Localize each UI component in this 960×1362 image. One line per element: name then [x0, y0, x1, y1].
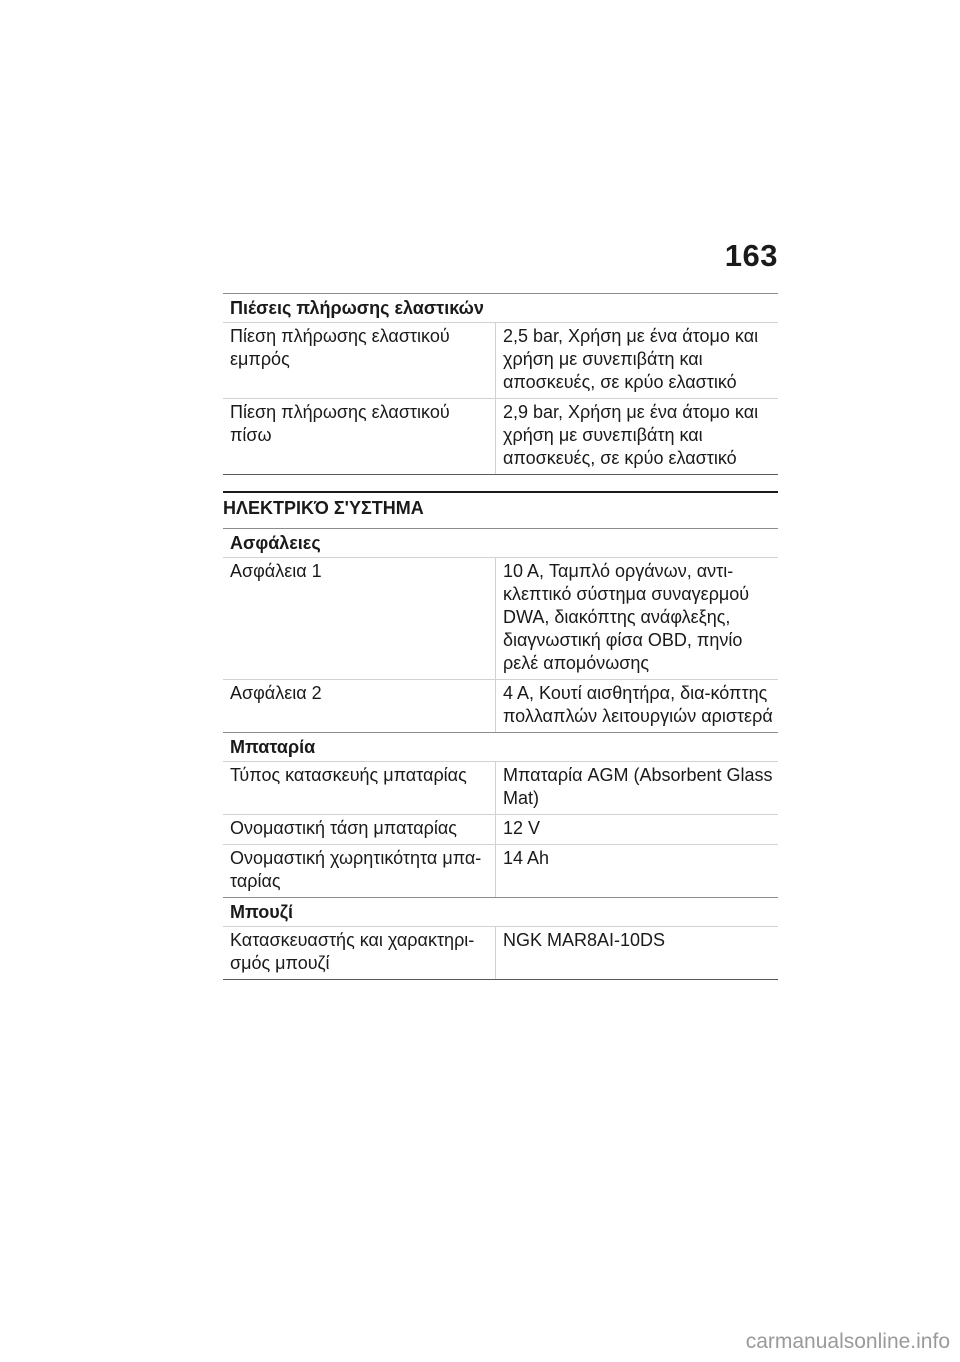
- spec-label: Τύπος κατασκευής μπαταρίας: [230, 765, 467, 785]
- spec-value: 12 V: [495, 815, 778, 844]
- spec-label: Ονομαστική τάση μπαταρίας: [230, 818, 457, 838]
- table-row: [223, 398, 778, 474]
- spec-value: Μπαταρία AGM (Absorbent Glass Mat): [495, 762, 778, 814]
- table-row: [223, 844, 778, 897]
- table-end-rule: [223, 979, 778, 980]
- tire-pressure-table: [223, 293, 778, 475]
- electrical-table: [223, 528, 778, 980]
- table-row: [223, 926, 778, 979]
- spec-label: Πίεση πλήρωσης ελαστικού πίσω: [230, 402, 450, 445]
- page-number: 163: [724, 238, 778, 273]
- spec-label: Ασφάλεια 2: [230, 683, 322, 703]
- table-row: [223, 814, 778, 844]
- watermark-link[interactable]: carmanualsonline.info: [745, 1330, 950, 1353]
- spec-label: Ασφάλεια 1: [230, 561, 322, 581]
- spec-value: 2,9 bar, Χρήση με ένα άτομο και χρήση με συνεπιβάτη και αποσκευές, σε κρύο ελαστικό: [495, 399, 778, 474]
- spec-label: Ονομαστική χωρητικότητα μπα-ταρίας: [230, 848, 482, 891]
- spec-value: 2,5 bar, Χρήση με ένα άτομο και χρήση με συνεπιβάτη και αποσκευές, σε κρύο ελαστικό: [495, 323, 778, 398]
- fuses-title: Ασφάλειες: [223, 528, 778, 557]
- manual-content: [223, 293, 778, 980]
- spec-label: Κατασκευαστής και χαρακτηρι-σμός μπουζί: [230, 930, 475, 973]
- section-title-electrical: ΗΛΕΚΤΡΙΚΌ Σ'ΥΣΤΗΜΑ: [223, 491, 778, 528]
- spark-plug-title: Μπουζί: [223, 897, 778, 926]
- tire-pressure-title: Πιέσεις πλήρωσης ελαστικών: [223, 293, 778, 322]
- battery-title: Μπαταρία: [223, 732, 778, 761]
- spec-value: 10 A, Ταμπλό οργάνων, αντι-κλεπτικό σύστημα συναγερμού DWA, διακόπτης ανάφλεξης, διαγνωστική φίσα OBD, πηνίο ρελέ απομόνωσης: [495, 558, 778, 679]
- table-end-rule: [223, 474, 778, 475]
- spec-value: 4 A, Κουτί αισθητήρα, δια-κόπτης πολλαπλών λειτουργιών αριστερά: [495, 680, 778, 732]
- table-row: [223, 557, 778, 679]
- table-row: [223, 322, 778, 398]
- spec-value: NGK MAR8AI-10DS: [495, 927, 778, 979]
- table-row: [223, 761, 778, 814]
- spec-value: 14 Ah: [495, 845, 778, 897]
- spec-label: Πίεση πλήρωσης ελαστικού εμπρός: [230, 326, 450, 369]
- table-row: [223, 679, 778, 732]
